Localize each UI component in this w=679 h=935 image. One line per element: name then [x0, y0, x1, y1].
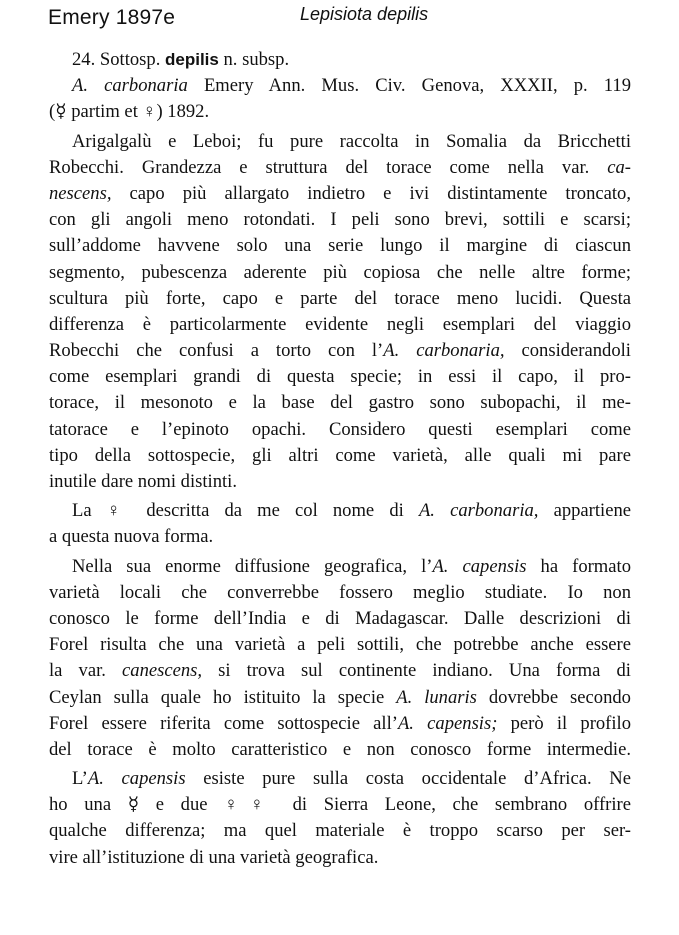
- text-line: [0, 554, 679, 580]
- text-segment: Nella sua enorme diffusione geografica, l’: [72, 555, 433, 577]
- text-body: [0, 47, 679, 871]
- taxon-name-italic: A. carbonaria: [72, 75, 188, 97]
- text-line: [0, 47, 679, 73]
- taxon-name-italic: A. capensis: [87, 768, 186, 790]
- text-segment: Emery Ann. Mus. Civ. Genova, XXXII, p. 119: [187, 75, 631, 97]
- text-line: [0, 632, 679, 658]
- text-segment: del torace è molto caratteristico e non conosco forme intermedie.: [49, 738, 631, 760]
- text-segment: n. subsp.: [218, 49, 290, 70]
- text-line: [0, 312, 679, 338]
- text-segment: dovrebbe secondo: [476, 686, 631, 708]
- text-line: [0, 207, 679, 233]
- text-line: [0, 685, 679, 711]
- text-line: [0, 845, 679, 871]
- text-line: [0, 580, 679, 606]
- text-segment: appartiene: [538, 500, 632, 522]
- taxon-name-italic: A. capensis: [432, 555, 527, 577]
- text-line: [0, 498, 679, 524]
- text-line: [0, 338, 679, 364]
- text-segment: segmento, pubescenza aderente più copiosa che nelle altre forme;: [49, 261, 631, 283]
- text-segment: la var.: [49, 660, 123, 682]
- text-line: [0, 524, 679, 550]
- text-line: [0, 233, 679, 259]
- text-segment: Ceylan sulla quale ho istituito la specie: [49, 686, 397, 708]
- text-line: [0, 73, 679, 99]
- text-line: [0, 469, 679, 495]
- text-line: [0, 606, 679, 632]
- text-line: [0, 766, 679, 792]
- taxon-name-italic: A. lunaris: [396, 686, 477, 708]
- text-segment: esiste pure sulla costa occidentale d’Africa. Ne: [185, 768, 631, 790]
- text-line: [0, 155, 679, 181]
- text-segment: La ♀ descritta da me col nome di: [72, 500, 419, 522]
- text-line: [0, 417, 679, 443]
- text-segment: varietà locali che converrebbe fossero meglio studiate. Io non: [49, 581, 631, 603]
- text-segment: Forel essere riferita come sottospecie all’: [49, 712, 398, 734]
- text-line: [0, 99, 679, 125]
- text-segment: Forel risulta che una varietà a peli sottili, che potrebbe anche essere: [49, 634, 631, 656]
- text-segment: L’: [72, 768, 88, 790]
- text-segment: sull’addome havvene solo una serie lungo il margine di ciascun: [49, 235, 631, 257]
- text-segment: torace, il mesonoto e la base del gastro sono subopachi, il me-: [49, 392, 631, 414]
- text-line: [0, 129, 679, 155]
- taxon-name-italic: A. carbonaria,: [383, 340, 505, 362]
- text-segment: Arigalgalù e Leboi; fu pure raccolta in Somalia da Bricchetti: [72, 130, 631, 152]
- text-segment: ha formato: [526, 555, 631, 577]
- text-segment: scultura più forte, capo e parte del torace meno lucidi. Questa: [49, 287, 631, 309]
- text-line: [0, 711, 679, 737]
- text-line: [0, 792, 679, 818]
- text-segment: tatorace e l’epinoto opachi. Considero questi esemplari come: [49, 418, 631, 440]
- taxon-title: Lepisiota depilis: [300, 4, 429, 24]
- text-line: [0, 737, 679, 763]
- text-segment: come esemplari grandi di questa specie; in essi il capo, il pro-: [49, 366, 631, 388]
- text-line: [0, 364, 679, 390]
- text-segment: capo più allargato indietro e ivi distintamente troncato,: [111, 182, 631, 204]
- text-segment: Robecchi che confusi a torto con l’: [49, 340, 384, 362]
- text-segment: a questa nuova forma.: [49, 526, 214, 548]
- taxon-name-italic: A. capensis;: [397, 712, 498, 734]
- text-segment: qualche differenza; ma quel materiale è troppo scarso per ser-: [49, 820, 631, 842]
- text-segment: si trova sul continente indiano. Una forma di: [202, 660, 631, 682]
- text-segment: (☿ partim et ♀) 1892.: [49, 101, 210, 123]
- text-line: [0, 286, 679, 312]
- text-segment: considerandoli: [504, 340, 631, 362]
- text-segment: differenza è particolarmente evidente negli esemplari del viaggio: [49, 313, 631, 335]
- text-segment: vire all’istituzione di una varietà geografica.: [49, 846, 379, 868]
- subspecies-name: depilis: [165, 50, 219, 69]
- text-segment: conosco le forme dell’India e di Madagascar. Dalle descrizioni di: [49, 607, 631, 629]
- text-segment: inutile dare nomi distinti.: [49, 471, 237, 492]
- text-segment: però il profilo: [497, 712, 632, 734]
- text-line: [0, 818, 679, 844]
- taxon-name-italic: A. carbonaria,: [418, 500, 539, 522]
- taxon-name-italic: ca-: [607, 156, 631, 178]
- text-segment: ho una ☿ e due ♀♀ di Sierra Leone, che sembrano offrire: [49, 794, 631, 816]
- text-segment: Robecchi. Grandezza e struttura del torace come nella var.: [49, 156, 608, 178]
- text-line: [0, 181, 679, 207]
- text-segment: con gli angoli meno rotondati. I peli sono brevi, sottili e scarsi;: [49, 209, 631, 231]
- text-line: [0, 390, 679, 416]
- text-line: [0, 658, 679, 684]
- text-segment: 24. Sottosp.: [72, 49, 165, 70]
- text-line: [0, 443, 679, 469]
- text-line: [0, 260, 679, 286]
- taxon-name-italic: nescens,: [49, 182, 112, 204]
- text-segment: tipo della sottospecie, gli altri come varietà, alle quali mi pare: [49, 444, 631, 466]
- citation-label: Emery 1897e: [48, 6, 176, 29]
- taxon-name-italic: canescens,: [122, 660, 203, 682]
- page-header: [0, 0, 679, 36]
